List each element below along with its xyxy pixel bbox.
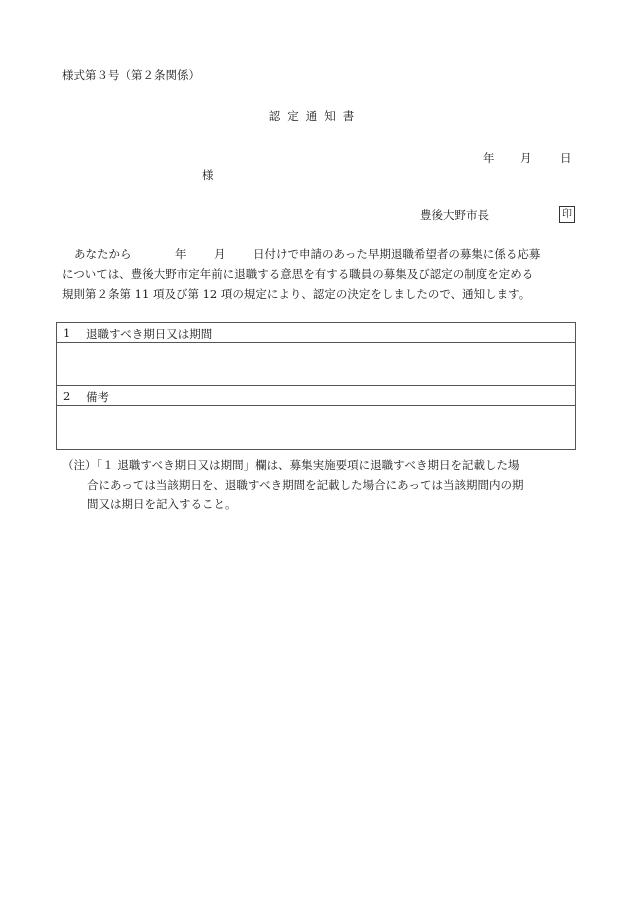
note-line-1: （注）「１ 退職すべき期日又は期間」欄は、募集実施要項に退職すべき期日を記載した場 <box>62 458 520 472</box>
row-number: 1 <box>63 326 71 340</box>
issuer-name: 豊後大野市長 <box>420 208 489 222</box>
form-number: 様式第３号（第２条関係） <box>62 68 200 82</box>
date-day-label: 日 <box>560 151 572 165</box>
info-table <box>56 322 576 450</box>
body-line-3: 規則第２条第 11 項及び第 12 項の規定により、認定の決定をしましたので、通知します。 <box>62 287 531 301</box>
addressee-honorific: 様 <box>202 168 214 182</box>
table-row <box>57 386 575 406</box>
body-line-1-year: 年 <box>175 247 187 261</box>
row-label-retirement-period: 退職すべき期日又は期間 <box>86 327 213 341</box>
table-row <box>57 323 575 343</box>
retirement-period-value-cell <box>57 343 575 386</box>
remarks-value-cell <box>57 406 575 449</box>
date-year-label: 年 <box>483 151 495 165</box>
body-line-1-lead: あなたから <box>74 247 132 261</box>
body-line-1-rest: 日付けで申請のあった早期退職希望者の募集に係る応募 <box>253 247 541 261</box>
note-line-2: 合にあっては当該期日を、退職すべき期間を記載した場合にあっては当該期間内の期 <box>87 478 524 492</box>
note-line-3: 間又は期日を記入すること。 <box>87 497 237 511</box>
seal-box: 印 <box>559 206 575 223</box>
document-title: 認定通知書 <box>268 109 362 123</box>
date-month-label: 月 <box>520 151 532 165</box>
body-line-1-month: 月 <box>214 247 226 261</box>
row-number: 2 <box>63 389 71 403</box>
row-label-remarks: 備考 <box>86 390 109 404</box>
body-line-2: については、豊後大野市定年前に退職する意思を有する職員の募集及び認定の制度を定める <box>62 267 534 281</box>
